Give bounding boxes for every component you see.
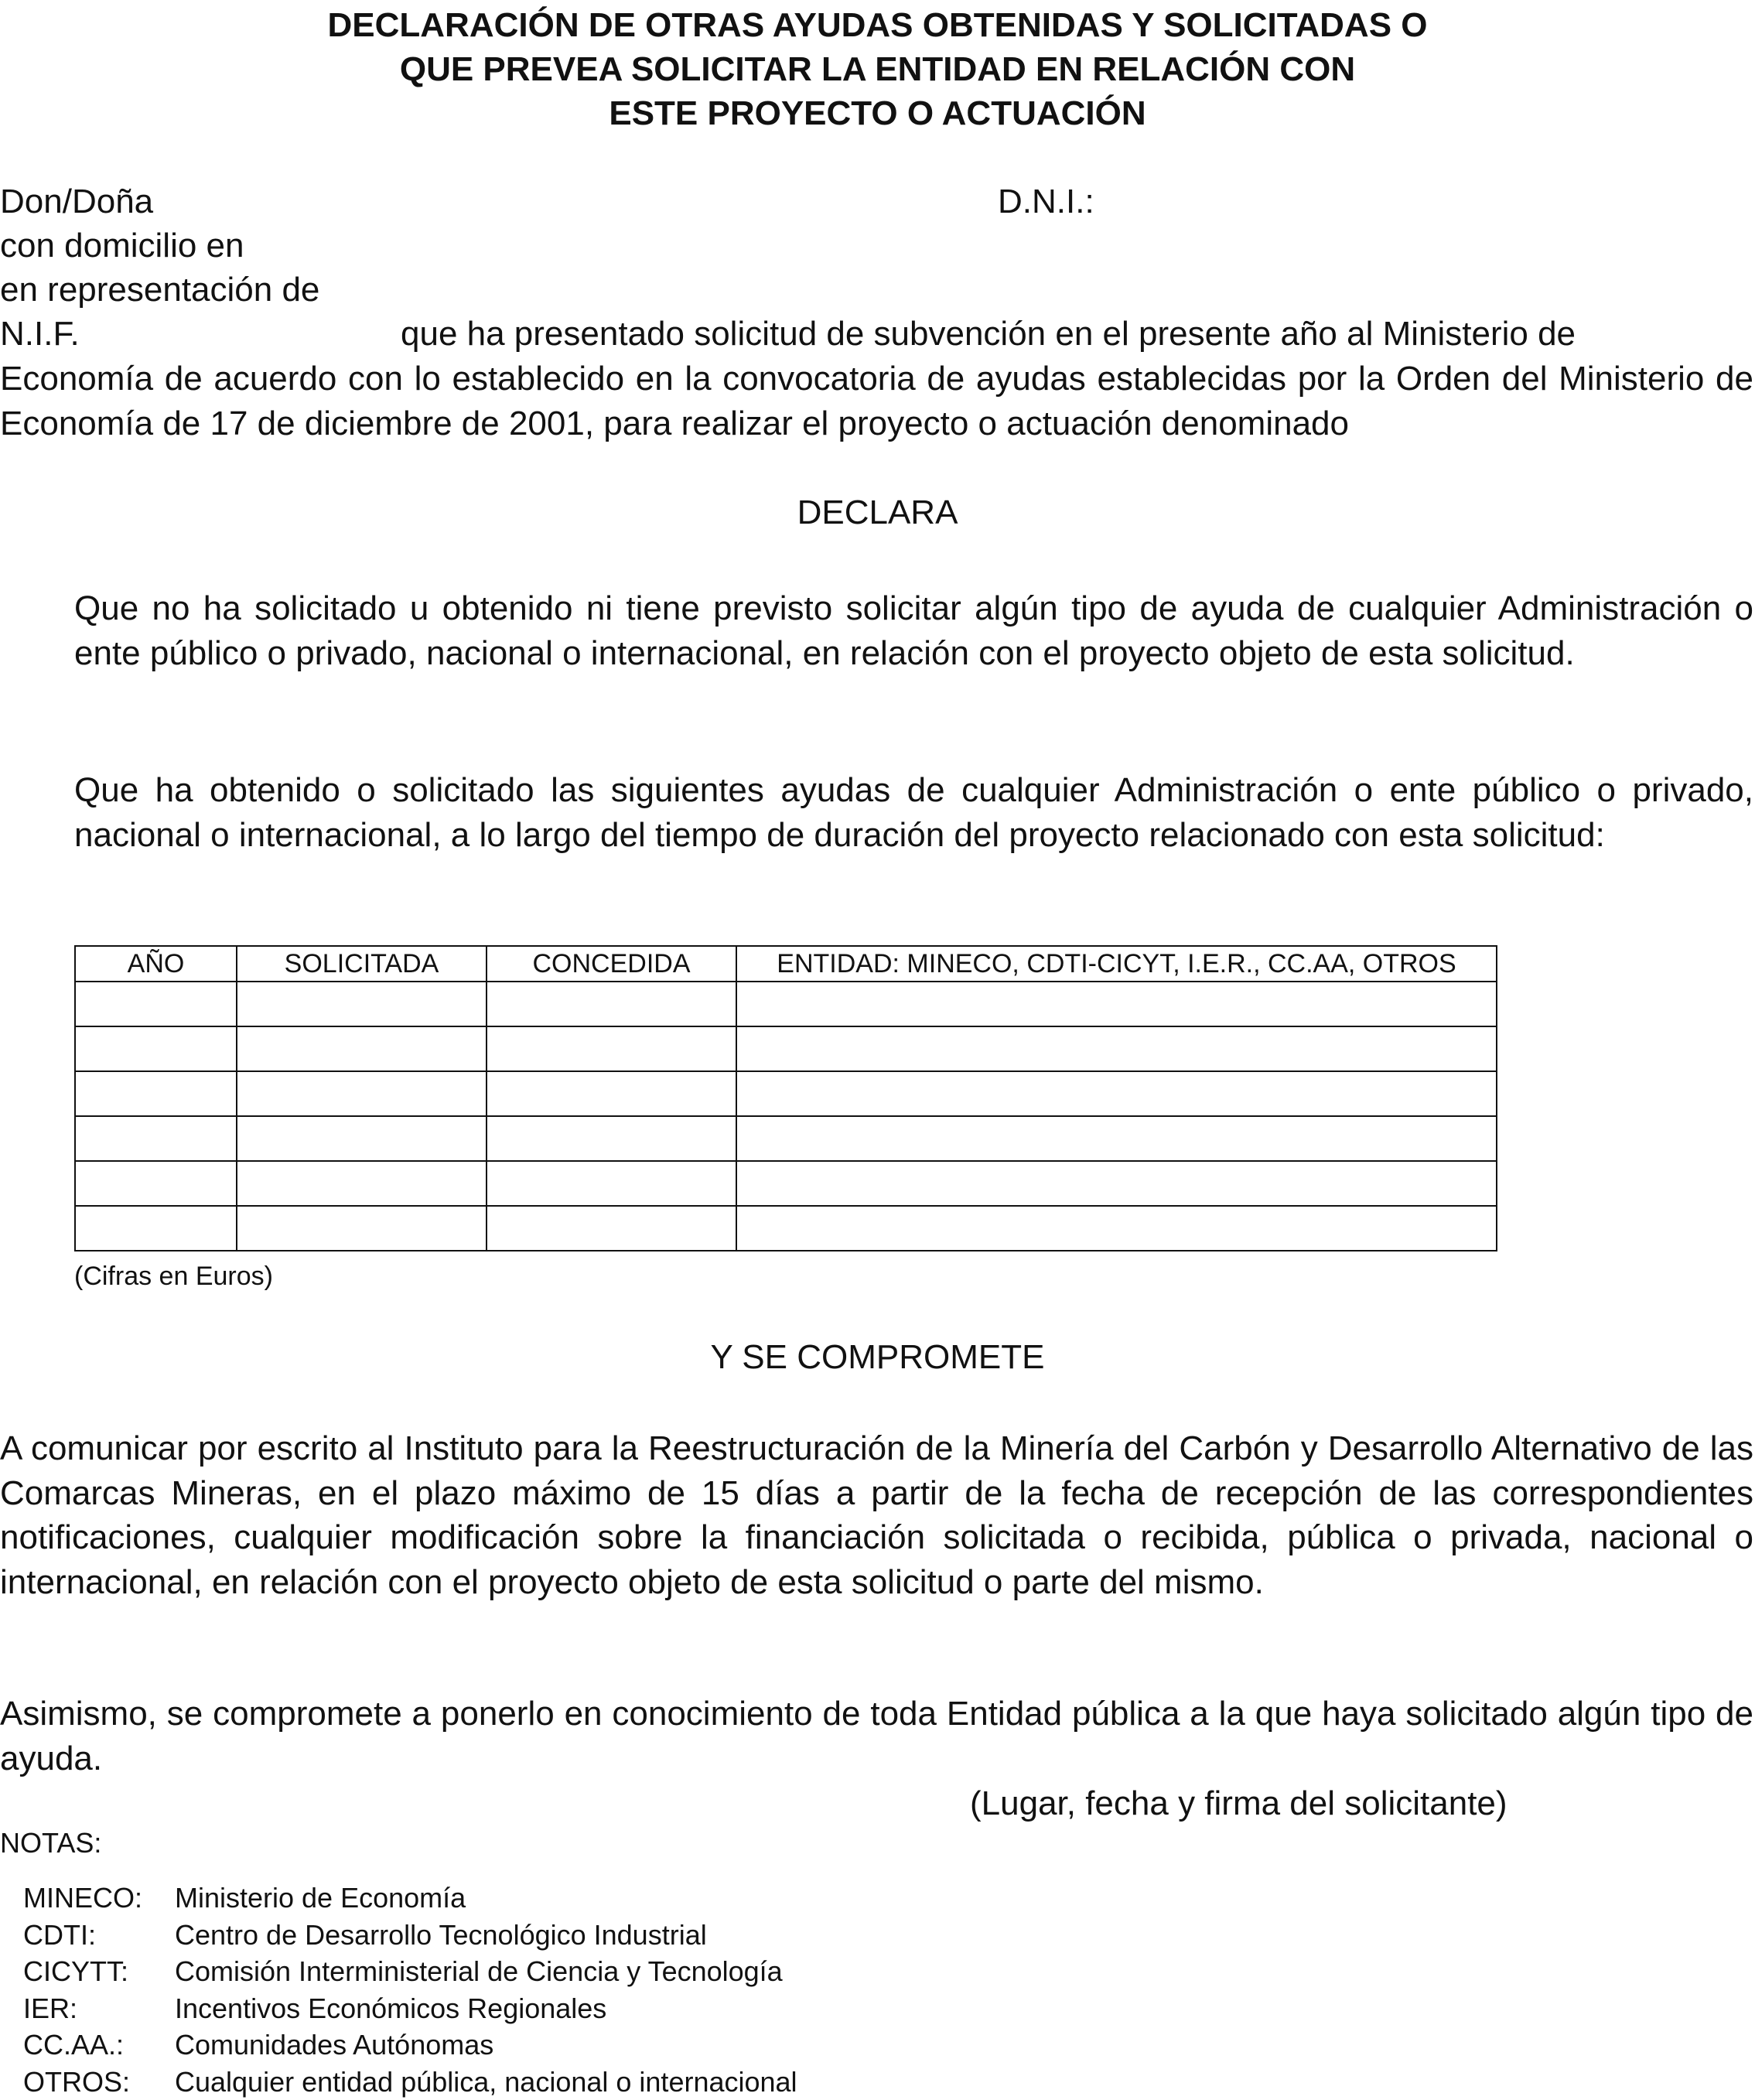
cell-entidad[interactable] xyxy=(736,1071,1497,1116)
cell-concedida[interactable] xyxy=(487,1116,736,1161)
note-text: Comunidades Autónomas xyxy=(175,2027,493,2064)
cell-solicitada[interactable] xyxy=(237,1071,487,1116)
list-item xyxy=(23,1990,797,2027)
header-entidad: ENTIDAD: MINECO, CDTI-CICYT, I.E.R., CC.AA, OTROS xyxy=(736,946,1497,982)
cell-concedida[interactable] xyxy=(487,982,736,1026)
title-line-2: QUE PREVEA SOLICITAR LA ENTIDAD EN RELACIÓN CON xyxy=(0,47,1755,91)
table-row xyxy=(75,1026,1497,1071)
cell-concedida[interactable] xyxy=(487,1161,736,1206)
title-line-1: DECLARACIÓN DE OTRAS AYUDAS OBTENIDAS Y SOLICITADAS O xyxy=(0,3,1755,47)
declara-paragraph-1: Que no ha solicitado u obtenido ni tiene previsto solicitar algún tipo de ayuda de cualquier Administración o ente público o privado, nacional o internacional, en relación con el proyecto objeto de esta solicitud. xyxy=(74,586,1753,675)
compromete-paragraph-2: Asimismo, se compromete a ponerlo en conocimiento de toda Entidad pública a la que haya solicitado algún tipo de ayuda. xyxy=(0,1692,1753,1781)
intro-paragraph: Economía de acuerdo con lo establecido en la convocatoria de ayudas establecidas por la Orden del Ministerio de Economía de 17 de diciembre de 2001, para realizar el proyecto o actuación denominado xyxy=(0,357,1753,446)
note-abbr: CDTI: xyxy=(23,1917,175,1954)
cell-entidad[interactable] xyxy=(736,1026,1497,1071)
cell-ano[interactable] xyxy=(75,1206,237,1251)
cell-entidad[interactable] xyxy=(736,1161,1497,1206)
note-abbr: IER: xyxy=(23,1990,175,2027)
header-solicitada: SOLICITADA xyxy=(237,946,487,982)
note-text: Comisión Interministerial de Ciencia y Tecnología xyxy=(175,1953,783,1990)
cell-ano[interactable] xyxy=(75,1116,237,1161)
note-text: Incentivos Económicos Regionales xyxy=(175,1990,606,2027)
table-row xyxy=(75,1161,1497,1206)
cell-solicitada[interactable] xyxy=(237,1161,487,1206)
declara-heading: DECLARA xyxy=(0,490,1755,534)
cell-ano[interactable] xyxy=(75,1071,237,1116)
cell-solicitada[interactable] xyxy=(237,1206,487,1251)
cell-ano[interactable] xyxy=(75,1026,237,1071)
table-row xyxy=(75,1206,1497,1251)
cell-entidad[interactable] xyxy=(736,1116,1497,1161)
table-row xyxy=(75,1071,1497,1116)
note-abbr: MINECO: xyxy=(23,1880,175,1917)
table-row xyxy=(75,1116,1497,1161)
table-row xyxy=(75,982,1497,1026)
table-header-row xyxy=(75,946,1497,982)
notes-list xyxy=(23,1880,797,2100)
cell-concedida[interactable] xyxy=(487,1071,736,1116)
cell-solicitada[interactable] xyxy=(237,1026,487,1071)
compromete-paragraph-1: A comunicar por escrito al Instituto para la Reestructuración de la Minería del Carbón y Desarrollo Alternativo de las Comarcas Mineras, en el plazo máximo de 15 días a partir de la fecha de recepción de las correspondientes notificaciones, cualquier modificación sobre la financiación solicitada o recibida, pública o privada, nacional o internacional, en relación con el proyecto objeto de esta solicitud o parte del mismo. xyxy=(0,1426,1753,1604)
notes-title: NOTAS: xyxy=(0,1827,101,1859)
signature-line: (Lugar, fecha y firma del solicitante) xyxy=(970,1781,1507,1825)
cell-entidad[interactable] xyxy=(736,982,1497,1026)
header-concedida: CONCEDIDA xyxy=(487,946,736,982)
list-item xyxy=(23,1953,797,1990)
field-domicilio: con domicilio en xyxy=(0,224,244,268)
note-abbr: OTROS: xyxy=(23,2064,175,2100)
header-ano: AÑO xyxy=(75,946,237,982)
cell-concedida[interactable] xyxy=(487,1026,736,1071)
ayudas-table xyxy=(74,945,1497,1251)
list-item xyxy=(23,1880,797,1917)
note-abbr: CC.AA.: xyxy=(23,2027,175,2064)
field-representacion: en representación de xyxy=(0,268,319,312)
field-nif: N.I.F. xyxy=(0,312,80,356)
declara-paragraph-2: Que ha obtenido o solicitado las siguientes ayudas de cualquier Administración o ente público o privado, nacional o internacional, a lo largo del tiempo de duración del proyecto relacionado con esta solicitud: xyxy=(74,768,1753,857)
cell-ano[interactable] xyxy=(75,1161,237,1206)
list-item xyxy=(23,1917,797,1954)
cell-concedida[interactable] xyxy=(487,1206,736,1251)
cell-solicitada[interactable] xyxy=(237,1116,487,1161)
document-title xyxy=(0,3,1755,135)
field-don-dona: Don/Doña xyxy=(0,179,153,224)
compromete-heading: Y SE COMPROMETE xyxy=(0,1335,1755,1379)
list-item xyxy=(23,2064,797,2100)
table-note: (Cifras en Euros) xyxy=(74,1261,273,1292)
note-text: Cualquier entidad pública, nacional o internacional xyxy=(175,2064,797,2100)
note-text: Centro de Desarrollo Tecnológico Industrial xyxy=(175,1917,707,1954)
cell-solicitada[interactable] xyxy=(237,982,487,1026)
list-item xyxy=(23,2027,797,2064)
cell-entidad[interactable] xyxy=(736,1206,1497,1251)
note-abbr: CICYTT: xyxy=(23,1953,175,1990)
cell-ano[interactable] xyxy=(75,982,237,1026)
title-line-3: ESTE PROYECTO O ACTUACIÓN xyxy=(0,91,1755,135)
field-dni: D.N.I.: xyxy=(998,179,1094,224)
note-text: Ministerio de Economía xyxy=(175,1880,466,1917)
intro-first-line: que ha presentado solicitud de subvención en el presente año al Ministerio de xyxy=(401,312,1576,356)
